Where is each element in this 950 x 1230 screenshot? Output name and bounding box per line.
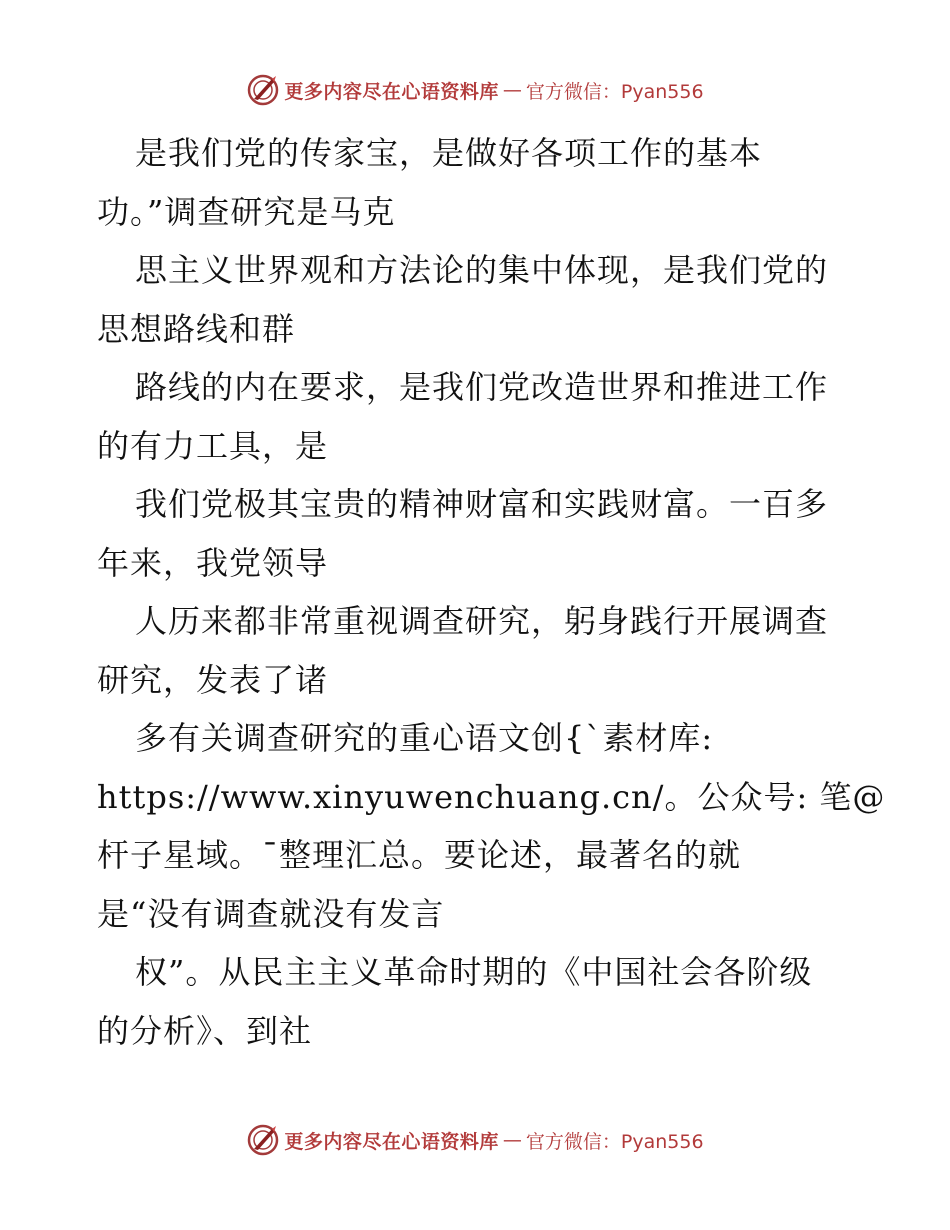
text-line: 杆子星域。¯整理汇总。要论述，最著名的就 bbox=[97, 836, 742, 874]
text-line: 是我们党的传家宝，是做好各项工作的基本 bbox=[135, 134, 763, 172]
text-line: 功。”调查研究是马克 bbox=[97, 192, 396, 231]
text-line: 思想路线和群 bbox=[97, 309, 296, 348]
text-line: 是“没有调查就没有发言 bbox=[97, 894, 445, 933]
text-line: 权”。从民主主义革命时期的《中国社会各阶级 bbox=[135, 953, 813, 991]
text-line: https://www.xinyuwenchuang.cn/。公众号: 笔@ bbox=[97, 777, 886, 816]
header-banner-inner bbox=[246, 73, 703, 107]
footer-banner bbox=[0, 1120, 950, 1160]
text-line: 的分析》、到社 bbox=[97, 1011, 313, 1050]
text-line: 路线的内在要求，是我们党改造世界和推进工作 bbox=[135, 368, 829, 406]
text-line: 多有关调查研究的重心语文创{`素材库: bbox=[135, 719, 714, 757]
banner-site-text: 更多内容尽在心语资料库 bbox=[284, 80, 499, 103]
banner-wechat-text: 官方微信：Pyan556 bbox=[525, 80, 704, 103]
text-line: 年来，我党领导 bbox=[97, 543, 329, 582]
footer-banner-inner bbox=[246, 1123, 703, 1157]
banner-site-text: 更多内容尽在心语资料库 bbox=[284, 1130, 499, 1153]
banner-dash: — bbox=[502, 79, 522, 101]
quill-logo-icon bbox=[246, 1123, 280, 1157]
document-body bbox=[97, 124, 886, 1060]
text-line: 研究，发表了诸 bbox=[97, 660, 329, 699]
header-banner bbox=[0, 70, 950, 110]
text-line: 人历来都非常重视调查研究，躬身践行开展调查 bbox=[135, 602, 829, 640]
text-line: 我们党极其宝贵的精神财富和实践财富。一百多 bbox=[135, 485, 829, 523]
banner-dash: — bbox=[502, 1129, 522, 1151]
text-line: 思主义世界观和方法论的集中体现，是我们党的 bbox=[135, 251, 829, 289]
quill-logo-icon bbox=[246, 73, 280, 107]
banner-wechat-text: 官方微信：Pyan556 bbox=[525, 1130, 704, 1153]
text-line: 的有力工具，是 bbox=[97, 426, 329, 465]
